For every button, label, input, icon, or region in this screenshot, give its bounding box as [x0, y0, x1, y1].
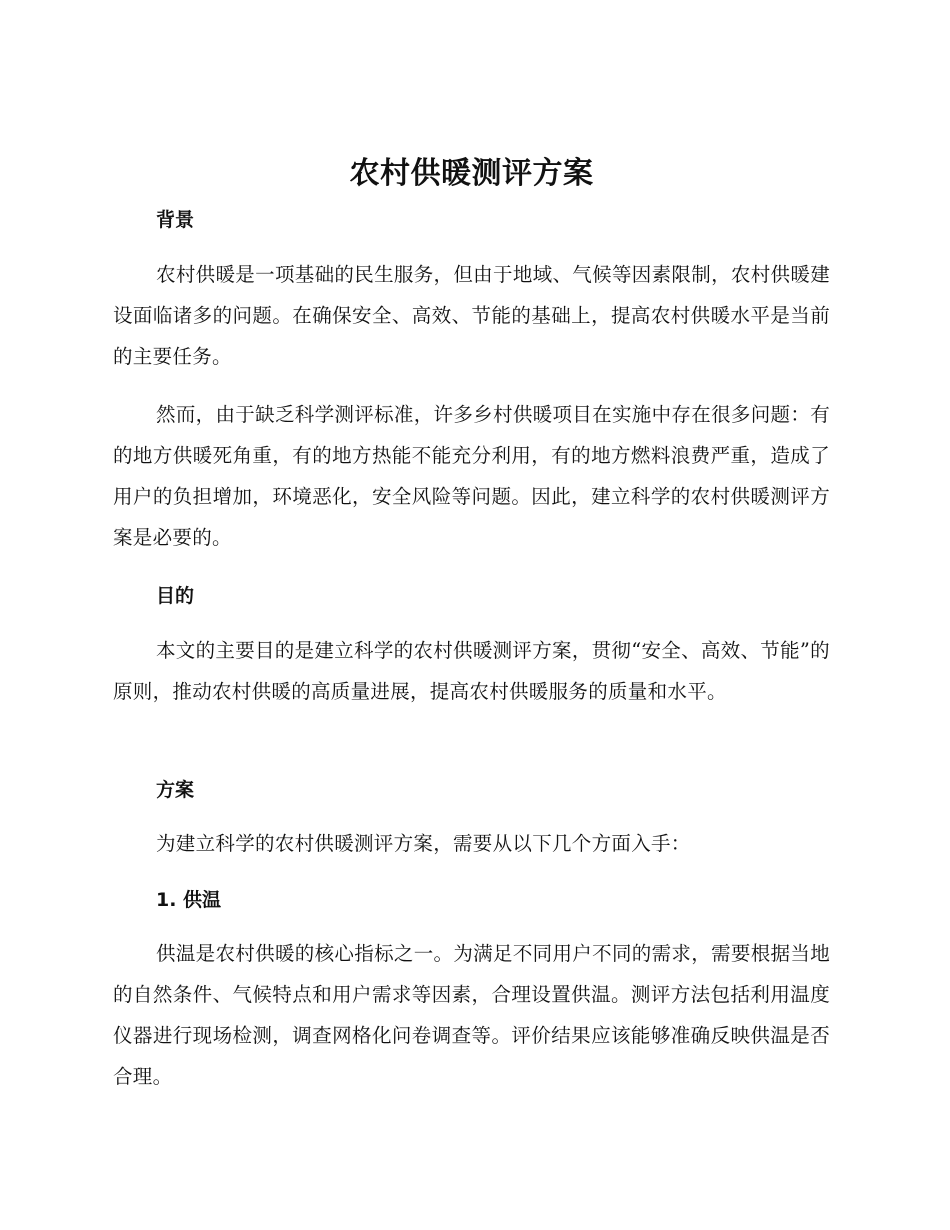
paragraph-supply-temperature-1: 供温是农村供暖的核心指标之一。为满足不同用户不同的需求，需要根据当地的自然条件、气候特点和用户需求等因素，合理设置供温。测评方法包括利用温度仪器进行现场检测，调查网格化问卷调查等。评价结果应该能够准确反映供温是否合理。 — [113, 942, 830, 1088]
section-heading-supply-temperature: 1. 供温 — [156, 889, 222, 911]
section-heading-purpose: 目的 — [156, 585, 195, 607]
document-title: 农村供暖测评方案 — [349, 156, 594, 191]
paragraph-plan-1: 为建立科学的农村供暖测评方案，需要从以下几个方面入手： — [156, 832, 691, 855]
paragraph-background-2: 然而，由于缺乏科学测评标准，许多乡村供暖项目在实施中存在很多问题：有的地方供暖死角重，有的地方热能不能充分利用，有的地方燃料浪费严重，造成了用户的负担增加，环境恶化，安全风险等问题。因此，建立科学的农村供暖测评方案是必要的。 — [113, 403, 830, 549]
section-heading-plan: 方案 — [156, 779, 195, 801]
section-heading-background: 背景 — [156, 209, 195, 231]
paragraph-background-1: 农村供暖是一项基础的民生服务，但由于地域、气候等因素限制，农村供暖建设面临诸多的问题。在确保安全、高效、节能的基础上，提高农村供暖水平是当前的主要任务。 — [113, 263, 830, 368]
paragraph-purpose-1: 本文的主要目的是建立科学的农村供暖测评方案，贯彻“安全、高效、节能”的原则，推动农村供暖的高质量进展，提高农村供暖服务的质量和水平。 — [113, 639, 830, 703]
